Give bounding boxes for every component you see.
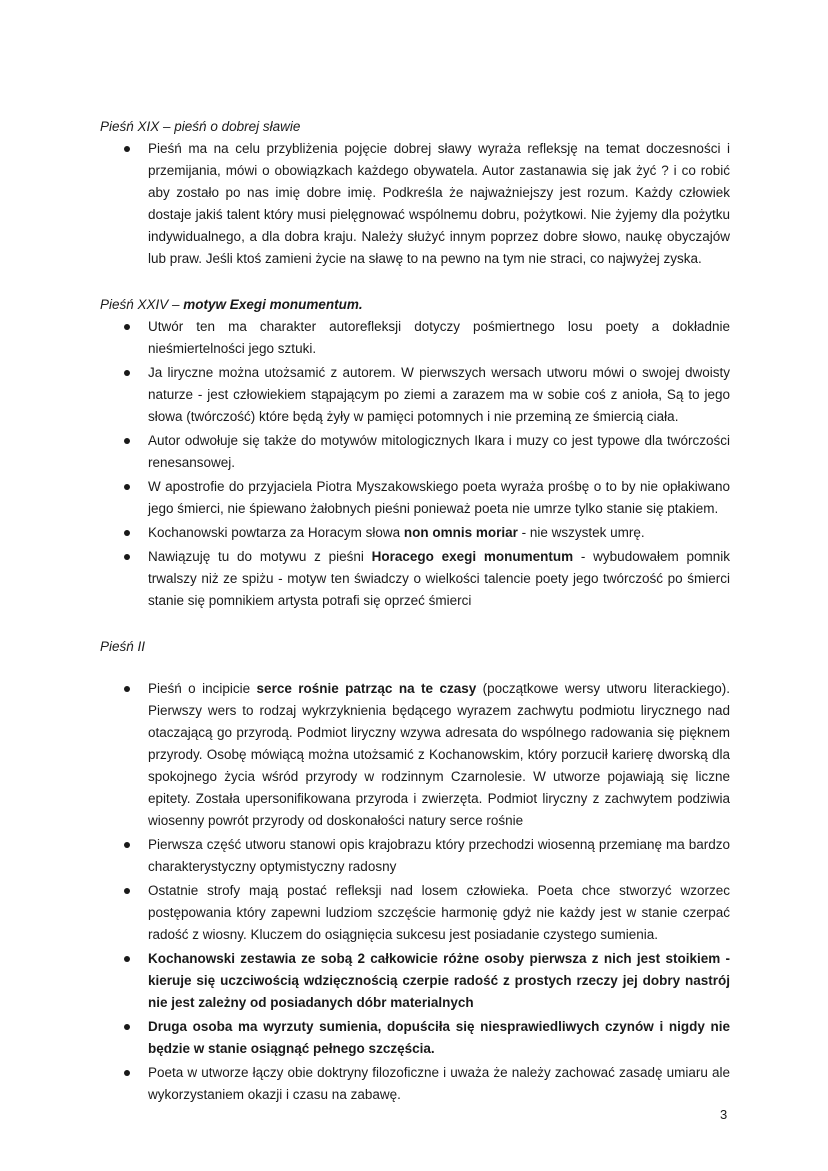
bullet-list xyxy=(100,138,730,270)
bullet-icon xyxy=(124,1024,130,1030)
bullet-icon xyxy=(124,554,130,560)
list-item xyxy=(100,522,730,544)
list-item-text: - nie wszystek umrę. xyxy=(517,525,645,540)
list-item xyxy=(100,678,730,832)
list-item-text: - wybudowałem pomnik trwalszy niż ze spiżu - motyw ten świadczy o wielkości talencie poety jego twórczość po śmierci stanie się pomnikiem artysta potrafi się oprzeć śmierci xyxy=(148,549,730,608)
list-item xyxy=(100,430,730,474)
list-item-bold-text: serce rośnie patrząc na te czasy xyxy=(256,681,477,696)
section-piesn-xxiv xyxy=(100,294,730,612)
bullet-icon xyxy=(124,888,130,894)
list-item-text: Pieśń ma na celu przybliżenia pojęcie dobrej sławy wyraża refleksję na temat doczesności i przemijania, mówi o obowiązkach każdego obywatela. Autor zastanawia się jak żyć ? i co robić aby zostało po nas imię dobre imię. Podkreśla że najważniejszy jest rozum. Każdy człowiek dostaje jakiś talent który musi pielęgnować wspólnemu dobru, pożytkowi. Nie żyjemy dla pożytku indywidualnego, a dla dobra kraju. Należy służyć innym poprzez dobre słowo, naukę obyczajów lub praw. Jeśli ktoś zamieni życie na sławę to na pewno na tym nie straci, co najwyżej zyska. xyxy=(148,141,730,266)
list-item-text: Nawiązuję tu do motywu z pieśni xyxy=(148,549,372,564)
list-item xyxy=(100,948,730,1014)
section-heading-bold: motyw Exegi monumentum. xyxy=(183,297,363,312)
list-item-bold-text: Druga osoba ma wyrzuty sumienia, dopuściła się niesprawiedliwych czynów i nigdy nie będzie w stanie osiągnąć pełnego szczęścia. xyxy=(148,1019,730,1056)
bullet-icon xyxy=(124,956,130,962)
bullet-icon xyxy=(124,484,130,490)
bullet-icon xyxy=(124,438,130,444)
bullet-icon xyxy=(124,370,130,376)
section-piesn-xix xyxy=(100,116,730,270)
list-item-text: Utwór ten ma charakter autorefleksji dotyczy pośmiertnego losu poety a dokładnie nieśmiertelności jego sztuki. xyxy=(148,319,730,356)
list-item xyxy=(100,316,730,360)
list-item xyxy=(100,362,730,428)
bullet-icon xyxy=(124,146,130,152)
list-item-bold-text: Kochanowski zestawia ze sobą 2 całkowicie różne osoby pierwsza z nich jest stoikiem - kieruje się uczciwością wdzięcznością czerpie radość z prostych rzeczy jej dobry nastrój nie jest zależny od posiadanych dóbr materialnych xyxy=(148,951,730,1010)
document-body xyxy=(100,116,730,1130)
list-item-text: Pierwsza część utworu stanowi opis krajobrazu który przechodzi wiosenną przemianę ma bardzo charakterystyczny optymistyczny radosny xyxy=(148,837,730,874)
page-number: 3 xyxy=(720,1107,728,1122)
list-item xyxy=(100,834,730,878)
list-item-text: Ostatnie strofy mają postać refleksji nad losem człowieka. Poeta chce stworzyć wzorzec postępowania który zapewni ludziom szczęście harmonię gdyż nie każdy jest w stanie czerpać radość z wiosny. Kluczem do osiągnięcia sukcesu jest posiadanie czystego sumienia. xyxy=(148,883,730,942)
list-item-text: Pieśń o incipicie xyxy=(148,681,257,696)
bullet-icon xyxy=(124,530,130,536)
list-item-text: W apostrofie do przyjaciela Piotra Myszakowskiego poeta wyraża prośbę o to by nie opłakiwano jego śmierci, nie śpiewano żałobnych pieśni ponieważ poeta nie umrze tylko stanie się ptakiem. xyxy=(148,479,730,516)
bullet-icon xyxy=(124,842,130,848)
section-heading-prefix: Pieśń XXIV – xyxy=(100,297,184,312)
list-item xyxy=(100,1016,730,1060)
section-piesn-ii xyxy=(100,636,730,1106)
list-item-text: (początkowe wersy utworu literackiego). Pierwszy wers to rodzaj wykrzyknienia będącego wyrazem zachwytu podmiotu lirycznego nad otaczającą go przyrodą. Podmiot liryczny wzywa adresata do wspólnego radowania się pięknem przyrody. Osobę mówiącą można utożsamić z Kochanowskim, który porzucił karierę dworską dla spokojnego życia wśród przyrody w rodzinnym Czarnolesie. W utworze pojawiają się liczne epitety. Została upersonifikowana przyroda i zwierzęta. Podmiot liryczny z zachwytem podziwia wiosenny powrót przyrody od doskonałości natury serce rośnie xyxy=(148,681,730,828)
section-heading: Pieśń II xyxy=(100,639,146,654)
bullet-icon xyxy=(124,324,130,330)
list-item-text: Poeta w utworze łączy obie doktryny filozoficzne i uważa że należy zachować zasadę umiaru ale wykorzystaniem okazji i czasu na zabawę. xyxy=(148,1065,730,1102)
bullet-list xyxy=(100,316,730,612)
list-item-text: Kochanowski powtarza za Horacym słowa xyxy=(148,525,404,540)
list-item-text: Autor odwołuje się także do motywów mitologicznych Ikara i muzy co jest typowe dla twórczości renesansowej. xyxy=(148,433,730,470)
list-item-bold-text: non omnis moriar xyxy=(403,525,518,540)
list-item xyxy=(100,546,730,612)
list-item xyxy=(100,1062,730,1106)
bullet-icon xyxy=(124,686,130,692)
list-item-bold-text: Horacego exegi monumentum xyxy=(371,549,574,564)
list-item xyxy=(100,476,730,520)
heading-gap xyxy=(100,658,730,678)
list-item xyxy=(100,880,730,946)
section-heading xyxy=(100,294,730,316)
bullet-icon xyxy=(124,1070,130,1076)
section-heading: Pieśń XIX – pieśń o dobrej sławie xyxy=(100,119,301,134)
list-item-text: Ja liryczne można utożsamić z autorem. W pierwszych wersach utworu mówi o swojej dwoisty naturze - jest człowiekiem stąpającym po ziemi a zarazem ma w sobie coś z anioła, Są to jego słowa (twórczość) które będą żyły w pamięci potomnych i nie przeminą ze śmiercią ciała. xyxy=(148,365,730,424)
bullet-list xyxy=(100,678,730,1106)
list-item xyxy=(100,138,730,270)
